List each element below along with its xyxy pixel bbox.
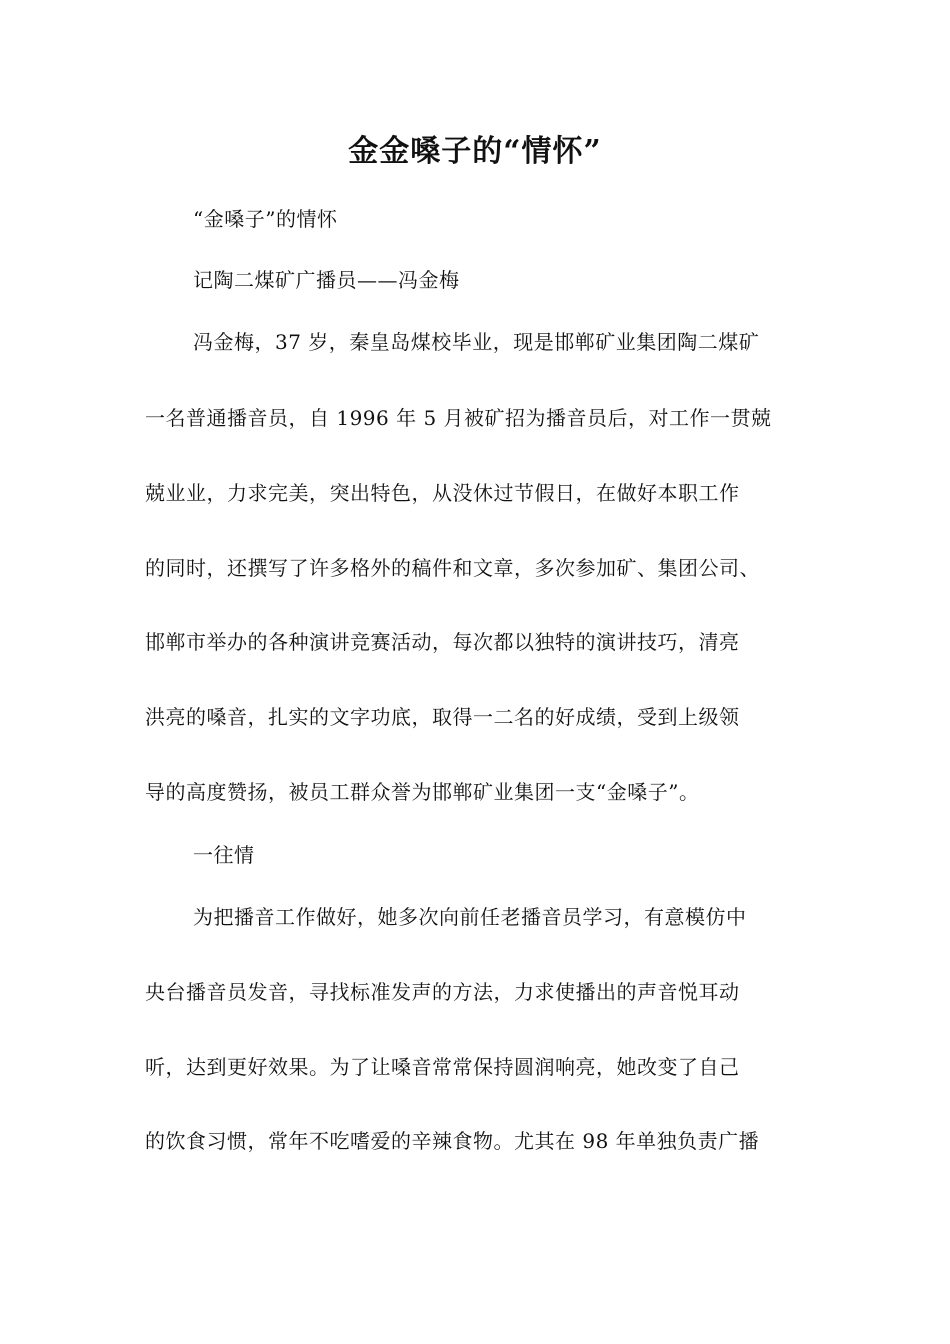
document-title: 金金嗓子的“情怀” <box>348 134 602 169</box>
section-heading: 一往情 <box>193 843 255 867</box>
paragraph-line: 冯金梅，37 岁，秦皇岛煤校毕业，现是邯郸矿业集团陶二煤矿 <box>193 330 760 354</box>
paragraph-line: 兢业业，力求完美，突出特色，从没休过节假日，在做好本职工作 <box>145 481 740 505</box>
paragraph-line: 为把播音工作做好，她多次向前任老播音员学习，有意模仿中 <box>193 905 747 929</box>
paragraph-line: 的饮食习惯，常年不吃嗜爱的辛辣食物。尤其在 98 年单独负责广播 <box>145 1129 760 1153</box>
paragraph-line: 央台播音员发音，寻找标准发声的方法，力求使播出的声音悦耳动 <box>145 980 740 1004</box>
byline: 记陶二煤矿广播员——冯金梅 <box>193 268 460 292</box>
paragraph-line: 导的高度赞扬，被员工群众誉为邯郸矿业集团一支“金嗓子”。 <box>145 780 700 804</box>
paragraph-line: 洪亮的嗓音，扎实的文字功底，取得一二名的好成绩，受到上级领 <box>145 705 740 729</box>
paragraph-line: 听，达到更好效果。为了让嗓音常常保持圆润响亮，她改变了自己 <box>145 1055 740 1079</box>
paragraph-line: 邯郸市举办的各种演讲竞赛活动，每次都以独特的演讲技巧，清亮 <box>145 630 740 654</box>
paragraph-line: 一名普通播音员，自 1996 年 5 月被矿招为播音员后，对工作一贯兢 <box>145 406 772 430</box>
paragraph-line: 的同时，还撰写了许多格外的稿件和文章，多次参加矿、集团公司、 <box>145 556 760 580</box>
subtitle-line: “金嗓子”的情怀 <box>193 207 338 231</box>
